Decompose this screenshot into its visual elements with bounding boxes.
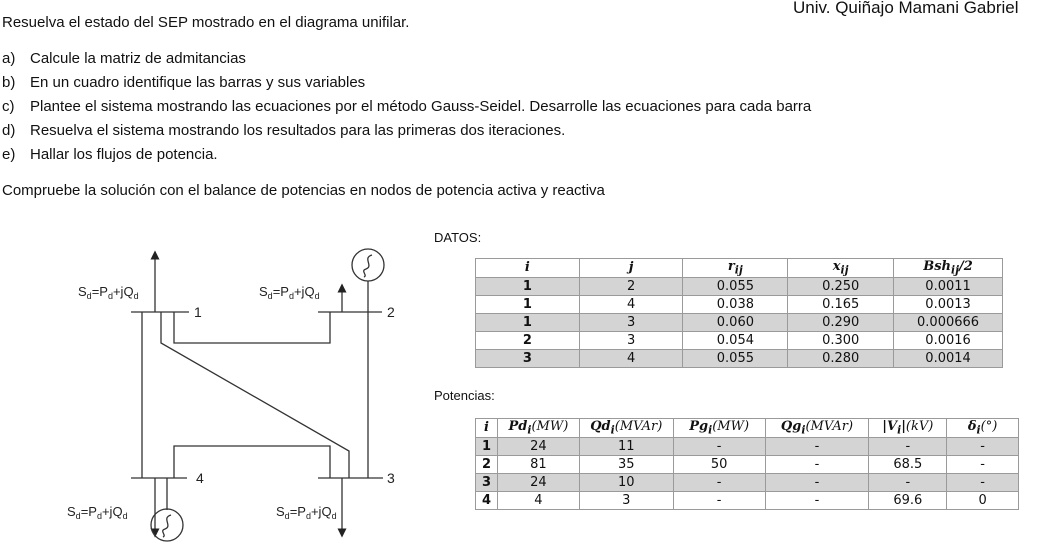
cell: 1 — [476, 313, 580, 331]
task-text: Plantee el sistema mostrando las ecuaciones por el método Gauss-Seidel. Desarrolle las ecuaciones para cada barra — [30, 98, 812, 115]
task-label: c) — [2, 98, 15, 115]
header-qg: $Qg_i(MVAr)$ — [765, 419, 869, 438]
cell: 81 — [497, 455, 579, 473]
table-row — [476, 349, 1003, 367]
cell: 2 — [476, 331, 580, 349]
table-row — [476, 295, 1003, 313]
table-row — [476, 437, 1019, 455]
cell: 0.0016 — [894, 331, 1003, 349]
header-pg: $Pg_i(MW)$ — [673, 419, 765, 438]
cell: 3 — [579, 331, 683, 349]
task-label: b) — [2, 74, 16, 91]
task-text: Hallar los flujos de potencia. — [30, 146, 218, 163]
bus-3-label: 3 — [387, 470, 395, 486]
table-row — [476, 331, 1003, 349]
cell: 0.280 — [788, 349, 894, 367]
cell: 4 — [579, 349, 683, 367]
cell: 3 — [579, 313, 683, 331]
header-i: i — [476, 259, 580, 278]
task-c — [2, 98, 811, 115]
bus-2-label: 2 — [387, 304, 395, 320]
cell: 50 — [673, 455, 765, 473]
bus-1-label: 1 — [194, 304, 202, 320]
cell: 10 — [579, 473, 673, 491]
cell: - — [947, 455, 1019, 473]
header-r: $r_{ij}$ — [683, 259, 788, 278]
cell: 69.6 — [869, 491, 947, 509]
power-data-table — [475, 418, 1019, 510]
cell: 24 — [497, 437, 579, 455]
problem-intro: Resuelva el estado del SEP mostrado en el diagrama unifilar. — [2, 14, 410, 31]
cell: 35 — [579, 455, 673, 473]
cell: - — [673, 473, 765, 491]
cell: 3 — [476, 349, 580, 367]
cell: 2 — [579, 277, 683, 295]
cell: 0.0013 — [894, 295, 1003, 313]
cell: 68.5 — [869, 455, 947, 473]
task-e — [2, 146, 218, 163]
cell: 0.000666 — [894, 313, 1003, 331]
check-instruction: Compruebe la solución con el balance de potencias en nodos de potencia activa y reactiva — [2, 182, 605, 199]
table-header-row — [476, 419, 1019, 438]
cell: 0.165 — [788, 295, 894, 313]
load-label-bus-1: $S_d=P_d+jQ_d$ — [78, 284, 139, 301]
task-d — [2, 122, 565, 139]
cell: 3 — [579, 491, 673, 509]
header-pd: $Pd_i(MW)$ — [497, 419, 579, 438]
header-i: i — [476, 419, 498, 438]
task-b — [2, 74, 365, 91]
task-label: e) — [2, 146, 16, 163]
header-j: j — [579, 259, 683, 278]
cell: 0.300 — [788, 331, 894, 349]
cell: 11 — [579, 437, 673, 455]
cell: 2 — [476, 455, 498, 473]
task-label: a) — [2, 50, 16, 67]
header-bsh: Bsh$_{ij}$/2 — [894, 259, 1003, 278]
header-qd: $Qd_i(MVAr)$ — [579, 419, 673, 438]
cell: - — [765, 491, 869, 509]
cell: 0.0011 — [894, 277, 1003, 295]
cell: 0.055 — [683, 277, 788, 295]
header-delta: $\delta_i(^\circ)$ — [947, 419, 1019, 438]
cell: 0.054 — [683, 331, 788, 349]
cell: 1 — [476, 437, 498, 455]
cell: 0.0014 — [894, 349, 1003, 367]
table-row — [476, 473, 1019, 491]
cell: 4 — [579, 295, 683, 313]
cell: - — [947, 437, 1019, 455]
cell: 0.038 — [683, 295, 788, 313]
bus-4-label: 4 — [196, 470, 204, 486]
task-a — [2, 50, 246, 67]
load-label-bus-4: $S_d=P_d+jQ_d$ — [67, 504, 128, 521]
generator-2-icon — [352, 249, 384, 281]
load-label-bus-3: $S_d=P_d+jQ_d$ — [276, 504, 337, 521]
cell: - — [869, 437, 947, 455]
cell: 0.055 — [683, 349, 788, 367]
datos-label: DATOS: — [434, 230, 482, 245]
cell: - — [673, 491, 765, 509]
cell: - — [765, 455, 869, 473]
cell: - — [765, 473, 869, 491]
line-data-table — [475, 258, 1003, 368]
cell: 3 — [476, 473, 498, 491]
cell: 0 — [947, 491, 1019, 509]
cell: 0.060 — [683, 313, 788, 331]
task-text: Resuelva el sistema mostrando los resultados para las primeras dos iteraciones. — [30, 122, 566, 139]
cell: 1 — [476, 295, 580, 313]
table-row — [476, 277, 1003, 295]
cell: 0.250 — [788, 277, 894, 295]
cell: 1 — [476, 277, 580, 295]
line-1-3 — [161, 312, 349, 478]
cell: 24 — [497, 473, 579, 491]
table-row — [476, 491, 1019, 509]
task-label: d) — [2, 122, 16, 139]
task-text: Calcule la matriz de admitancias — [30, 50, 246, 67]
cell: - — [947, 473, 1019, 491]
author-name: Univ. Quiñajo Mamani Gabriel — [793, 0, 1019, 17]
generator-4-icon — [151, 509, 183, 541]
load-label-bus-2: $S_d=P_d+jQ_d$ — [259, 284, 320, 301]
table-header-row — [476, 259, 1003, 278]
cell: 4 — [497, 491, 579, 509]
table-row — [476, 313, 1003, 331]
potencias-label: Potencias: — [434, 388, 495, 403]
cell: 4 — [476, 491, 498, 509]
cell: - — [673, 437, 765, 455]
header-x: $x_{ij}$ — [788, 259, 894, 278]
header-v: $|V_i|(kV)$ — [869, 419, 947, 438]
table-row — [476, 455, 1019, 473]
single-line-diagram — [0, 225, 430, 543]
cell: 0.290 — [788, 313, 894, 331]
cell: - — [765, 437, 869, 455]
cell: - — [869, 473, 947, 491]
task-text: En un cuadro identifique las barras y sus variables — [30, 74, 366, 91]
